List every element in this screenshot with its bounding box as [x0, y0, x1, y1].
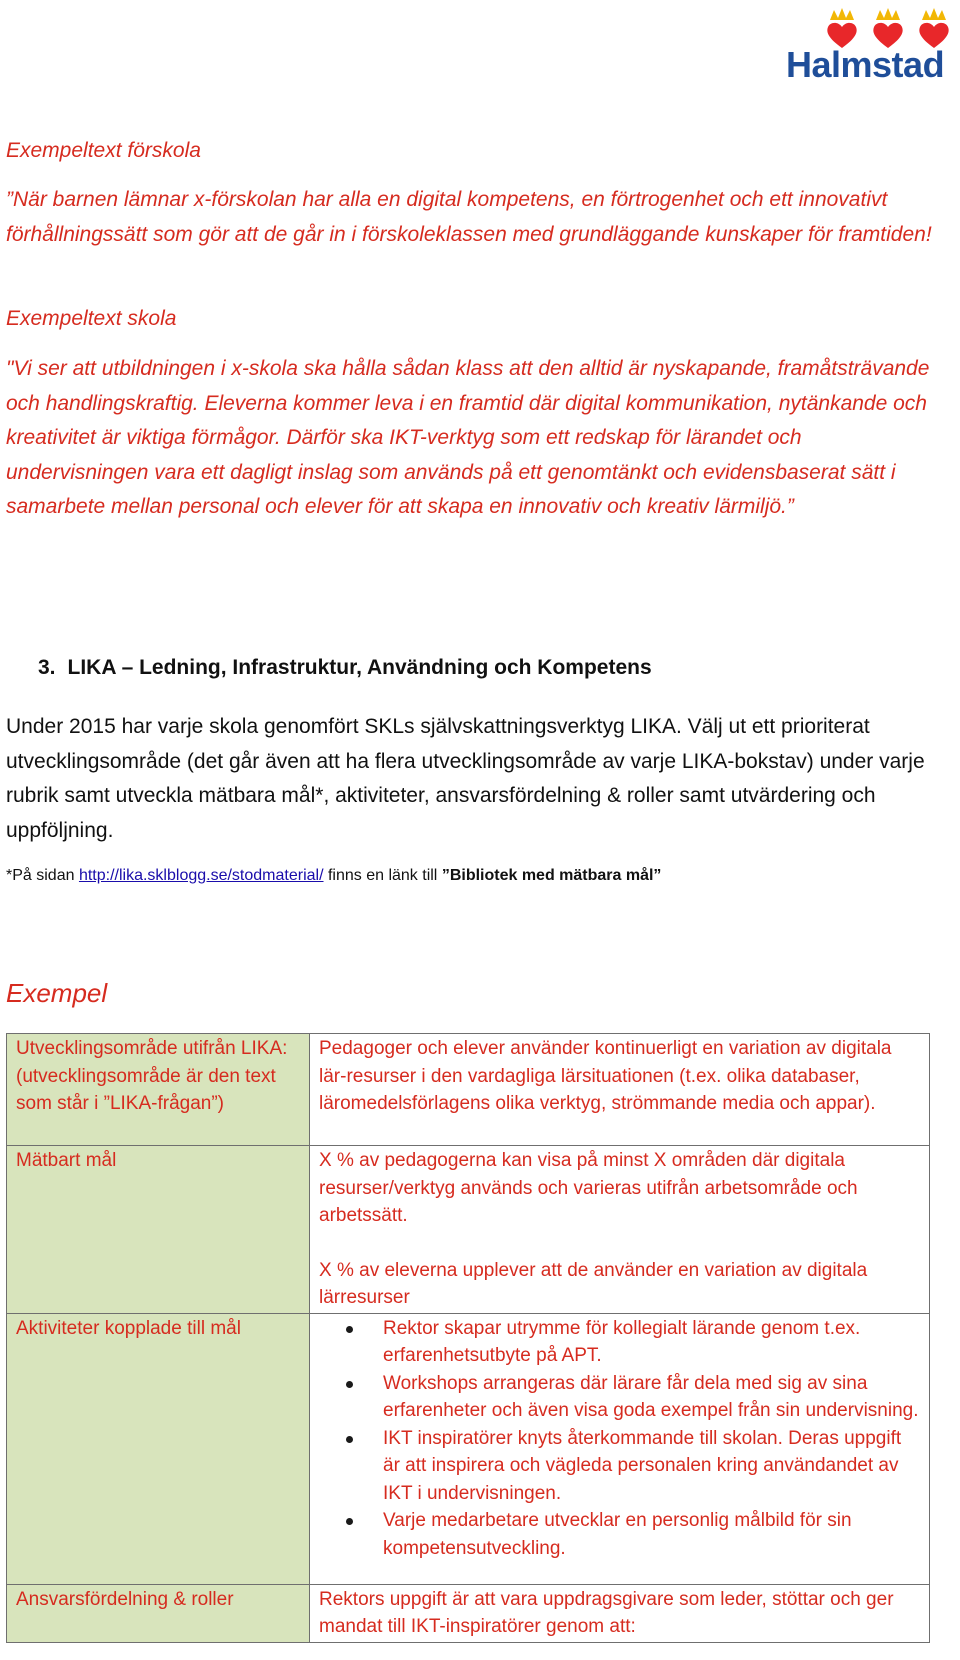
- school-heading: Exempeltext skola: [6, 307, 177, 330]
- list-item-text: Varje medarbetare utvecklar en personlig målbild för sin kompetensutveckling.: [383, 1510, 852, 1559]
- preschool-text: ”När barnen lämnar x-förskolan har alla en digital kompetens, en förtrogenhet och ett innovativt förhållningssätt som gör att de går in i förskoleklassen med grundläggande kunskaper för framtiden!: [6, 188, 932, 246]
- section-text: Under 2015 har varje skola genomfört SKLs självskattningsverktyg LIKA. Välj ut ett prioriterat utvecklingsområde (det går även att ha flera utvecklingsområde av varje LIKA-bokstav) under varje rubrik samt utveckla mätbara mål*, aktiviteter, ansvarsfördelning & roller samt utvärdering och uppföljning.: [6, 715, 925, 842]
- row-value: [310, 1313, 930, 1584]
- row-label: Aktiviteter kopplade till mål: [7, 1313, 310, 1584]
- table-row: [7, 1034, 930, 1146]
- list-item: [383, 1425, 920, 1508]
- section-heading: [38, 656, 652, 680]
- bullet-icon: [346, 1436, 353, 1443]
- bullet-icon: [346, 1326, 353, 1333]
- value-text: Rektors uppgift är att vara uppdragsgivare som leder, stöttar och ger mandat till IKT-inspiratörer genom att:: [319, 1588, 894, 1637]
- bullet-icon: [346, 1381, 353, 1388]
- list-item: [383, 1370, 920, 1425]
- halmstad-logo: [778, 6, 954, 84]
- row-value: [310, 1146, 930, 1314]
- list-item: [383, 1507, 920, 1562]
- list-item-text: IKT inspiratörer knyts återkommande till skolan. Deras uppgift är att inspirera och vägleda personalen kring användandet av IKT i undervisningen.: [383, 1427, 902, 1504]
- list-item-text: Workshops arrangeras där lärare får dela med sig av sina erfarenheter och även visa goda exempel från sin undervisning.: [383, 1372, 919, 1421]
- school-text: "Vi ser att utbildningen i x-skola ska hålla sådan klass att den alltid är nyskapande, framåtsträvande och handlingskraftig. Eleverna kommer leva i en framtid där digital kommunikation, nytänkande och kreativitet är viktiga förmågor. Därför ska IKT-verktyg som ett redskap för lärandet och undervisningen vara ett dagligt inslag som används på ett genomtänkt och evidensbaserat sätt i samarbete mellan personal och elever för att skapa en innovativ och kreativ lärmiljö.”: [6, 357, 930, 518]
- note-prefix: *På sidan: [6, 867, 75, 884]
- table-row: [7, 1584, 930, 1642]
- section-title: LIKA – Ledning, Infrastruktur, Användning och Kompetens: [67, 656, 652, 679]
- row-value: [310, 1584, 930, 1642]
- list-item-text: Rektor skapar utrymme för kollegialt lärande genom t.ex. erfarenhetsutbyte på APT.: [383, 1317, 861, 1366]
- value-text: Pedagoger och elever använder kontinuerligt en variation av digitala lär-resurser i den vardagliga lärsituationen (t.ex. olika databaser, läromedelsförlagens olika verktyg, strömmande media och appar).: [319, 1038, 892, 1114]
- logo-text: Halmstad: [786, 44, 945, 85]
- value-text: X % av pedagogerna kan visa på minst X områden där digitala resurser/verktyg används och varieras utifrån arbetsområde och arbetssätt.: [319, 1150, 858, 1226]
- list-item: [383, 1315, 920, 1370]
- note-middle: finns en länk till: [327, 867, 438, 884]
- row-label: Mätbart mål: [7, 1146, 310, 1314]
- footnote: [6, 867, 661, 885]
- bullet-icon: [346, 1518, 353, 1525]
- section-number: 3.: [38, 656, 56, 679]
- table-row: [7, 1313, 930, 1584]
- example-table: [6, 1033, 930, 1643]
- note-bold: ”Bibliotek med mätbara mål”: [441, 867, 662, 884]
- stodmaterial-link[interactable]: http://lika.sklblogg.se/stodmaterial/: [78, 867, 324, 884]
- row-label: Utvecklingsområde utifrån LIKA: (utvecklingsområde är den text som står i ”LIKA-frågan”): [7, 1034, 310, 1146]
- preschool-heading: Exempeltext förskola: [6, 139, 201, 162]
- table-row: [7, 1146, 930, 1314]
- row-label: Ansvarsfördelning & roller: [7, 1584, 310, 1642]
- row-value: [310, 1034, 930, 1146]
- activity-list: [319, 1315, 920, 1563]
- example-heading: Exempel: [6, 978, 108, 1008]
- value-text: X % av eleverna upplever att de använder en variation av digitala lärresurser: [319, 1259, 868, 1308]
